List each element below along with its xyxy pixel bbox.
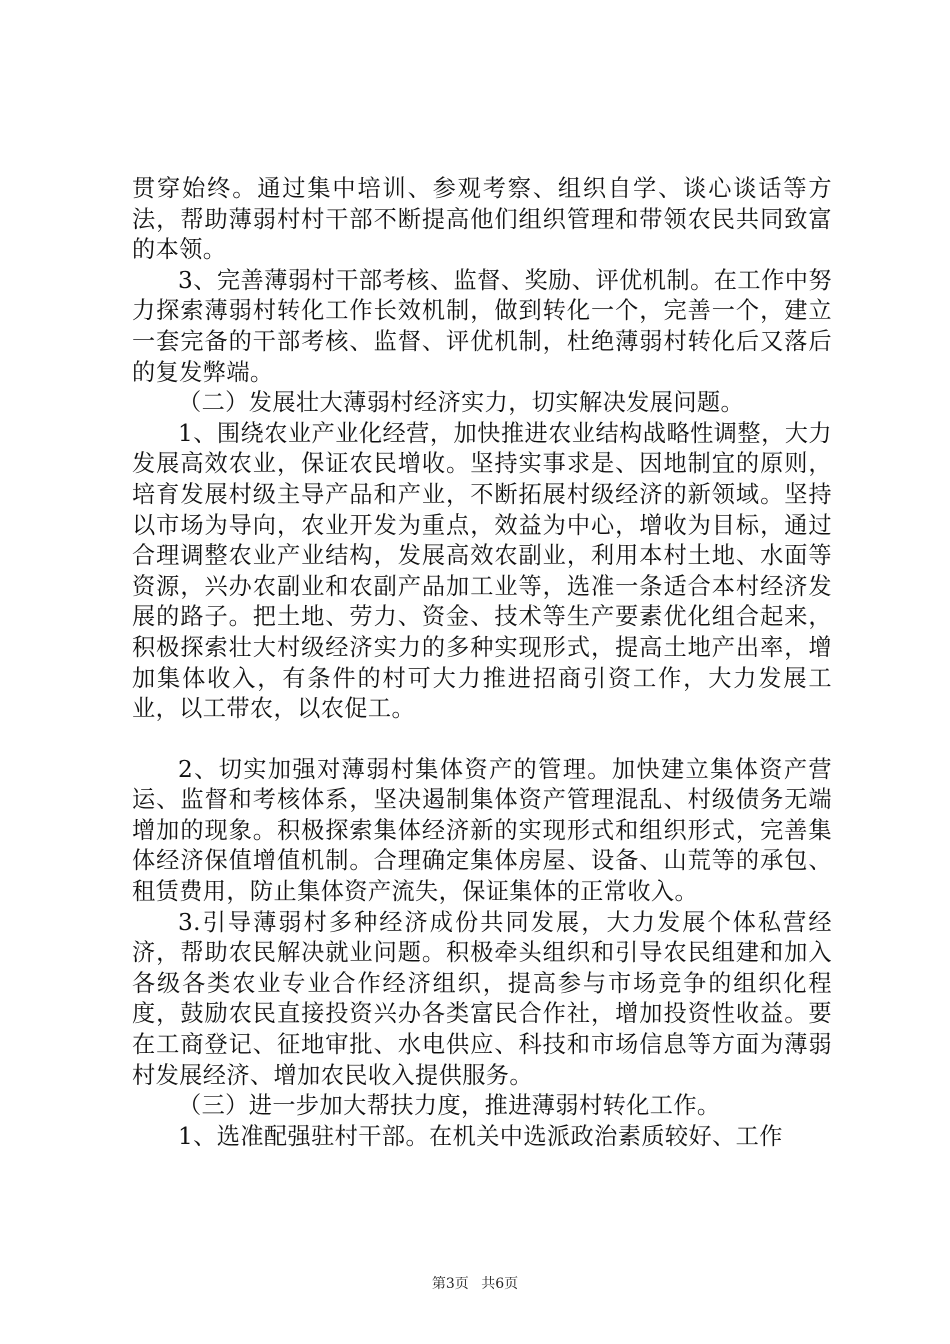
section-heading-2: （二）发展壮大薄弱村经济实力，切实解决发展问题。 [178,389,745,417]
paragraph-item-1-agriculture: 1、围绕农业产业化经营，加快推进农业结构战略性调整，大力发展高效农业，保证农民增收。坚持实事求是、因地制宜的原则，培育发展村级主导产品和产业，不断拓展村级经济的新领域。坚持以市场为导向，农业开发为重点，效益为中心，增收为目标，通过合理调整农业产业结构，发展高效农副业，利用本村土地、水面等资源，兴办农副业和农副产品加工业等，选准一条适合本村经济发展的路子。把土地、劳力、资金、技术等生产要素优化组合起来，积极探索壮大村级经济实力的多种实现形式，提高土地产出率，增加集体收入，有条件的村可大力推进招商引资工作，大力发展工业，以工带农，以农促工。 [132,419,832,723]
paragraph-item-2-collective-assets: 2、切实加强对薄弱村集体资产的管理。加快建立集体资产营运、监督和考核体系，坚决遏制集体资产管理混乱、村级债务无端增加的现象。积极探索集体经济新的实现形式和组织形式，完善集体经济保值增值机制。合理确定集体房屋、设备、山荒等的承包、租赁费用，防止集体资产流失，保证集体的正常收入。 [132,755,832,906]
paragraph-item-3-economy: 3.引导薄弱村多种经济成份共同发展，大力发展个体私营经济，帮助农民解决就业问题。积极牵头组织和引导农民组建和加入各级各类农业专业合作经济组织，提高参与市场竞争的组织化程度，鼓励农民直接投资兴办各类富民合作社，增加投资性收益。要在工商登记、征地审批、水电供应、科技和市场信息等方面为薄弱村发展经济、增加农民收入提供服务。 [132,908,832,1089]
document-body [132,174,832,1152]
page-footer [0,1275,950,1293]
page-number: 第3页 [431,1276,469,1292]
paragraph-continuation: 贯穿始终。通过集中培训、参观考察、组织自学、谈心谈话等方法，帮助薄弱村村干部不断提高他们组织管理和带领农民共同致富的本领。 [132,175,832,264]
page-total: 共6页 [481,1276,519,1292]
paragraph-item-1-cadres: 1、选准配强驻村干部。在机关中选派政治素质较好、工作 [178,1122,783,1150]
section-heading-3: （三）进一步加大帮扶力度，推进薄弱村转化工作。 [178,1092,721,1120]
paragraph-item-3-cadre-mechanism: 3、完善薄弱村干部考核、监督、奖励、评优机制。在工作中努力探索薄弱村转化工作长效机制，做到转化一个，完善一个，建立一套完备的干部考核、监督、评优机制，杜绝薄弱村转化后又落后的复发弊端。 [132,266,832,386]
